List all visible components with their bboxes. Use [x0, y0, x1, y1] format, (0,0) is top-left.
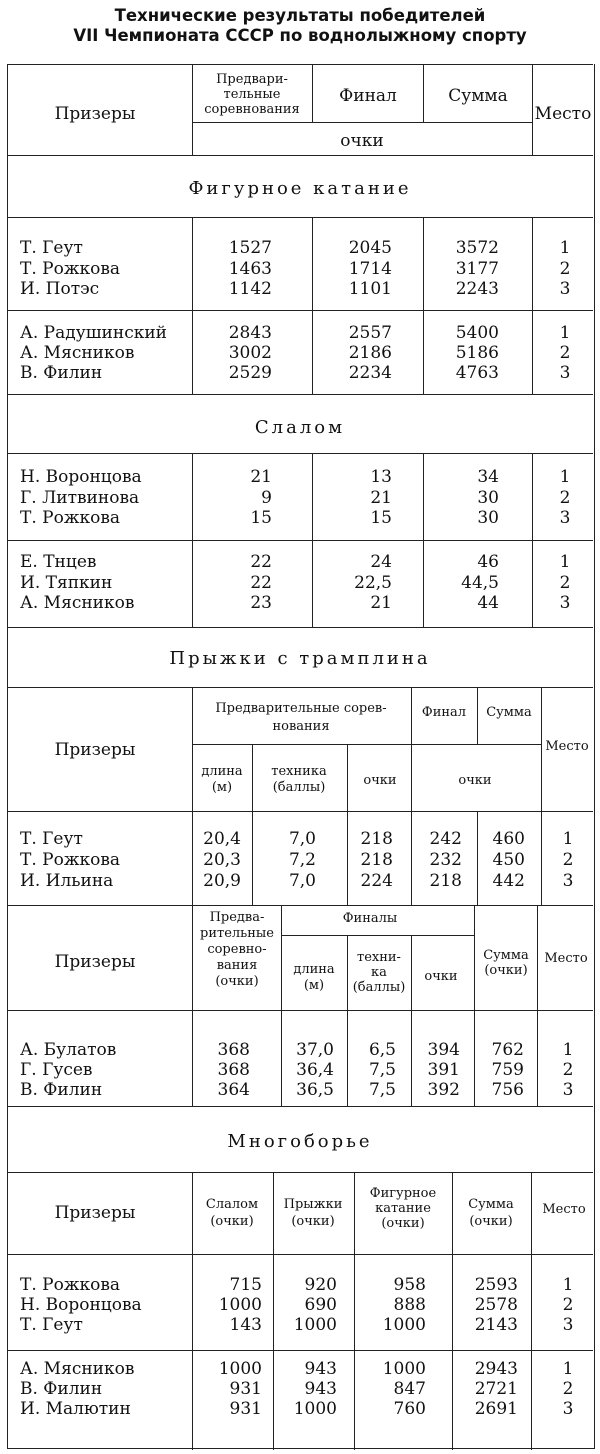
combined-women-jumps-cell: 1000 — [293, 1315, 337, 1335]
column-divider — [312, 540, 313, 627]
jumps-women-tech-cell: 7,2 — [288, 850, 316, 870]
slalom-women-place-cell: 1 — [559, 467, 571, 487]
figure-header-line: Фигурное — [369, 1186, 437, 1201]
section-rule — [7, 687, 593, 688]
column-divider — [474, 1010, 475, 1106]
group-rule — [7, 1350, 593, 1351]
slalom-women-place-cell: 3 — [559, 508, 571, 528]
combined-men-figure-cell: 1000 — [382, 1359, 426, 1379]
jumps-header-line: Прыжки — [283, 1197, 343, 1212]
column-divider — [423, 217, 424, 310]
jumps-women-len-cell: 20,3 — [203, 850, 241, 870]
sum-header-line: (очки) — [484, 963, 528, 978]
technique-header-line: (баллы) — [272, 780, 326, 795]
length-header-line: длина — [201, 764, 243, 779]
column-divider — [312, 217, 313, 310]
jumps-men-place-cell: 1 — [562, 1040, 574, 1060]
figure-header-line: катание — [375, 1201, 431, 1216]
combined-women-place-cell: 3 — [562, 1315, 574, 1335]
slalom-women-final-cell: 15 — [370, 508, 392, 528]
prelim-jump-men-header-line: рительные — [200, 926, 274, 941]
slalom-men-sum-cell: 44 — [477, 593, 499, 613]
figure-men-final-cell: 2557 — [348, 323, 392, 343]
section-title-jumps: Прыжки с трамплина — [169, 648, 431, 669]
finals-header: Финалы — [342, 911, 398, 926]
combined-women-jumps-cell: 690 — [304, 1295, 337, 1315]
jumps-women-sum-cell: 450 — [492, 850, 525, 870]
combined-men-figure-cell: 847 — [393, 1379, 426, 1399]
figure-women-name-cell: И. Потэс — [20, 279, 100, 299]
jumps-women-name-cell: Т. Рожкова — [20, 850, 121, 870]
slalom-men-prelim-cell: 23 — [250, 593, 272, 613]
title-line-1: Технические результаты победителей — [114, 6, 486, 25]
jumps-women-pts-cell: 224 — [360, 871, 393, 891]
combined-men-place-cell: 3 — [562, 1399, 574, 1419]
prelim-header-line: Предвари- — [216, 72, 288, 87]
figure-men-name-cell: В. Филин — [20, 363, 103, 383]
slalom-men-final-cell: 22,5 — [354, 573, 392, 593]
slalom-women-name-cell: Т. Рожкова — [20, 508, 121, 528]
column-divider — [252, 811, 253, 905]
slalom-women-prelim-cell: 21 — [250, 467, 272, 487]
figure-men-name-cell: А. Радушинский — [20, 323, 167, 343]
jumps-women-sum-cell: 442 — [492, 871, 525, 891]
prelim-jump-men-header-line: соревно- — [207, 942, 267, 957]
column-divider — [423, 453, 424, 540]
column-divider — [252, 744, 253, 811]
combined-men-jumps-cell: 1000 — [293, 1399, 337, 1419]
combined-men-slalom-cell: 931 — [229, 1379, 262, 1399]
jumps-men-place-cell: 2 — [562, 1060, 574, 1080]
figure-men-sum-cell: 5400 — [455, 323, 499, 343]
column-divider — [192, 905, 193, 1010]
header-bottom-rule — [7, 1254, 593, 1255]
combined-women-slalom-cell: 1000 — [218, 1295, 262, 1315]
figure-header-line: (очки) — [381, 1216, 425, 1231]
column-divider — [281, 1010, 282, 1106]
slalom-men-sum-cell: 46 — [477, 552, 499, 572]
combined-men-name-cell: А. Мясников — [20, 1359, 135, 1379]
jumps-women-name-cell: И. Ильина — [20, 871, 114, 891]
section-rule — [7, 1172, 593, 1173]
group-rule — [7, 540, 593, 541]
length-header-line: длина — [293, 962, 335, 977]
prizery-header: Призеры — [54, 1203, 136, 1223]
combined-women-sum-cell: 2578 — [474, 1295, 518, 1315]
section-title-slalom: Слалом — [254, 417, 346, 438]
slalom-women-sum-cell: 34 — [477, 467, 499, 487]
figure-women-final-cell: 2045 — [348, 238, 392, 258]
column-divider — [312, 310, 313, 394]
combined-women-name-cell: Т. Геут — [20, 1315, 83, 1335]
combined-women-slalom-cell: 143 — [229, 1315, 262, 1335]
combined-men-sum-cell: 2691 — [474, 1399, 518, 1419]
jumps-header-line: (очки) — [291, 1214, 335, 1229]
prelim-header-line: тельные — [223, 87, 281, 102]
place-header: Место — [534, 104, 592, 124]
slalom-women-sum-cell: 30 — [477, 508, 499, 528]
combined-women-jumps-cell: 920 — [304, 1275, 337, 1295]
jumps-women-final-cell: 242 — [429, 829, 462, 849]
prizery-header: Призеры — [54, 740, 136, 760]
place-header: Место — [542, 1202, 586, 1217]
final-header: Финал — [421, 705, 467, 720]
jumps-women-name-cell: Т. Геут — [20, 829, 83, 849]
slalom-men-final-cell: 21 — [370, 593, 392, 613]
combined-men-sum-cell: 2943 — [474, 1359, 518, 1379]
header-bottom-rule — [7, 155, 593, 156]
section-rule — [7, 217, 593, 218]
figure-men-prelim-cell: 2529 — [228, 363, 272, 383]
prelim-jump-header-line: нования — [272, 719, 330, 734]
combined-women-place-cell: 2 — [562, 1295, 574, 1315]
table-top-rule — [7, 64, 593, 65]
jumps-men-pts-cell: 392 — [427, 1080, 460, 1100]
figure-men-sum-cell: 4763 — [455, 363, 499, 383]
title-line-2: VII Чемпионата СССР по воднолыжному спорту — [73, 26, 527, 45]
figure-men-prelim-cell: 2843 — [228, 323, 272, 343]
figure-men-place-cell: 1 — [559, 323, 571, 343]
slalom-women-final-cell: 13 — [370, 467, 392, 487]
slalom-men-final-cell: 24 — [370, 552, 392, 572]
length-header-line: (м) — [211, 780, 233, 795]
column-divider — [192, 811, 193, 905]
column-divider — [192, 64, 193, 155]
header-bottom-rule — [7, 1010, 593, 1011]
jumps-men-prelim-cell: 364 — [217, 1080, 250, 1100]
figure-men-place-cell: 3 — [559, 363, 571, 383]
combined-women-place-cell: 1 — [562, 1275, 574, 1295]
section-rule — [7, 453, 593, 454]
column-divider — [192, 1010, 193, 1106]
combined-women-sum-cell: 2143 — [474, 1315, 518, 1335]
slalom-women-name-cell: Н. Воронцова — [20, 467, 142, 487]
jumps-men-name-cell: В. Филин — [20, 1080, 103, 1100]
figure-women-final-cell: 1714 — [348, 259, 392, 279]
prelim-jump-header-line: Предварительные сорев- — [215, 701, 387, 716]
figure-women-sum-cell: 3177 — [455, 259, 499, 279]
jumps-men-len-cell: 36,4 — [296, 1060, 334, 1080]
combined-men-name-cell: В. Филин — [20, 1379, 103, 1399]
combined-men-place-cell: 1 — [562, 1359, 574, 1379]
figure-men-final-cell: 2186 — [348, 343, 392, 363]
prelim-header — [194, 72, 310, 117]
slalom-men-name-cell: А. Мясников — [20, 593, 135, 613]
slalom-women-prelim-cell: 15 — [250, 508, 272, 528]
length-header — [284, 962, 344, 994]
combined-men-figure-cell: 760 — [393, 1399, 426, 1419]
combined-men-place-cell: 2 — [562, 1379, 574, 1399]
place-header: Место — [544, 951, 588, 966]
jumps-men-sum-cell: 762 — [491, 1040, 524, 1060]
slalom-men-prelim-cell: 22 — [250, 573, 272, 593]
technique-header-line: (баллы) — [352, 980, 406, 995]
figure-women-place-cell: 1 — [559, 238, 571, 258]
figure-women-sum-cell: 2243 — [455, 279, 499, 299]
jumps-men-tech-cell: 7,5 — [368, 1060, 396, 1080]
jumps-men-pts-cell: 391 — [427, 1060, 460, 1080]
jumps-women-place-cell: 3 — [562, 871, 574, 891]
figure-women-final-cell: 1101 — [348, 279, 392, 299]
prelim-jump-men-header-line: Предва- — [209, 910, 265, 925]
section-rule — [7, 1106, 593, 1107]
combined-women-name-cell: Т. Рожкова — [20, 1275, 121, 1295]
page-title — [0, 6, 600, 46]
group-rule — [7, 310, 593, 311]
slalom-men-prelim-cell: 22 — [250, 552, 272, 572]
jumps-women-tech-cell: 7,0 — [288, 871, 316, 891]
jumps-men-sum-cell: 759 — [491, 1060, 524, 1080]
figure-header — [355, 1186, 451, 1231]
combined-men-slalom-cell: 1000 — [218, 1359, 262, 1379]
length-header — [194, 764, 250, 796]
technique-header-line: техни- — [357, 950, 401, 965]
jumps-header — [273, 1196, 353, 1230]
column-divider — [312, 453, 313, 540]
technique-header-line: ка — [371, 965, 387, 980]
jumps-women-pts-cell: 218 — [360, 829, 393, 849]
jumps-women-sum-cell: 460 — [492, 829, 525, 849]
prelim-jump-men-header-line: вания — [216, 958, 258, 973]
figure-women-sum-cell: 3572 — [455, 238, 499, 258]
jumps-men-len-cell: 37,0 — [296, 1040, 334, 1060]
column-divider — [411, 811, 412, 905]
sum-header: Сумма — [448, 86, 508, 106]
header-sub-rule — [192, 744, 411, 745]
column-divider — [423, 310, 424, 394]
jumps-men-len-cell: 36,5 — [296, 1080, 334, 1100]
figure-women-name-cell: Т. Рожкова — [20, 259, 121, 279]
section-rule — [7, 394, 593, 395]
figure-men-name-cell: А. Мясников — [20, 343, 135, 363]
column-divider — [192, 453, 193, 540]
slalom-women-sum-cell: 30 — [477, 488, 499, 508]
figure-women-place-cell: 2 — [559, 259, 571, 279]
prelim-jump-men-header-line: (очки) — [215, 974, 259, 989]
group-rule — [7, 905, 593, 906]
jumps-women-tech-cell: 7,0 — [288, 829, 316, 849]
slalom-women-name-cell: Г. Литвинова — [20, 488, 140, 508]
jumps-men-tech-cell: 7,5 — [368, 1080, 396, 1100]
column-divider — [477, 811, 478, 905]
slalom-women-place-cell: 2 — [559, 488, 571, 508]
figure-men-sum-cell: 5186 — [455, 343, 499, 363]
jumps-men-name-cell: Г. Гусев — [20, 1060, 93, 1080]
slalom-header — [192, 1196, 272, 1230]
section-title-combined: Многоборье — [227, 1131, 373, 1152]
prizery-header: Призеры — [54, 104, 136, 124]
final-header: Финал — [339, 86, 397, 106]
column-divider — [347, 811, 348, 905]
prelim-header-line: соревнования — [204, 102, 300, 117]
sum-header-line: Сумма — [468, 1197, 514, 1212]
combined-women-figure-cell: 958 — [393, 1275, 426, 1295]
combined-women-sum-cell: 2593 — [474, 1275, 518, 1295]
figure-women-prelim-cell: 1463 — [228, 259, 272, 279]
combined-men-name-cell: И. Малютин — [20, 1399, 131, 1419]
sum-header: Сумма — [486, 705, 532, 720]
jumps-women-len-cell: 20,9 — [203, 871, 241, 891]
slalom-men-place-cell: 3 — [559, 593, 571, 613]
jumps-men-tech-cell: 6,5 — [368, 1040, 396, 1060]
combined-men-jumps-cell: 943 — [304, 1359, 337, 1379]
column-divider — [192, 217, 193, 310]
figure-men-prelim-cell: 3002 — [228, 343, 272, 363]
points-header: очки — [363, 773, 397, 788]
figure-women-prelim-cell: 1527 — [228, 238, 272, 258]
column-divider — [192, 687, 193, 811]
sum-header-line: Сумма — [483, 948, 529, 963]
jumps-women-pts-cell: 218 — [360, 850, 393, 870]
jumps-men-pts-cell: 394 — [427, 1040, 460, 1060]
figure-men-place-cell: 2 — [559, 343, 571, 363]
slalom-men-sum-cell: 44,5 — [461, 573, 499, 593]
combined-men-jumps-cell: 943 — [304, 1379, 337, 1399]
jumps-women-place-cell: 2 — [562, 850, 574, 870]
slalom-women-prelim-cell: 9 — [261, 488, 272, 508]
combined-women-name-cell: Н. Воронцова — [20, 1295, 142, 1315]
jumps-men-prelim-cell: 368 — [217, 1040, 250, 1060]
column-divider — [192, 310, 193, 394]
header-bottom-rule — [7, 811, 593, 812]
jumps-women-place-cell: 1 — [562, 829, 574, 849]
figure-men-final-cell: 2234 — [348, 363, 392, 383]
slalom-men-name-cell: И. Тяпкин — [20, 573, 113, 593]
jumps-women-final-cell: 232 — [429, 850, 462, 870]
figure-women-place-cell: 3 — [559, 279, 571, 299]
combined-women-figure-cell: 1000 — [382, 1315, 426, 1335]
jumps-men-prelim-cell: 368 — [217, 1060, 250, 1080]
technique-header-line: техника — [271, 764, 327, 779]
figure-women-prelim-cell: 1142 — [228, 279, 272, 299]
figure-women-name-cell: Т. Геут — [20, 238, 83, 258]
combined-men-slalom-cell: 931 — [229, 1399, 262, 1419]
header-sub-rule — [192, 122, 532, 123]
jumps-men-name-cell: А. Булатов — [20, 1040, 117, 1060]
jumps-men-place-cell: 3 — [562, 1080, 574, 1100]
jumps-women-final-cell: 218 — [429, 871, 462, 891]
jumps-men-sum-cell: 756 — [491, 1080, 524, 1100]
prelim-jump-men-header — [192, 910, 282, 990]
header-sub-rule — [281, 935, 474, 936]
column-divider — [411, 1010, 412, 1106]
slalom-header-line: (очки) — [210, 1214, 254, 1229]
combined-women-slalom-cell: 715 — [229, 1275, 262, 1295]
slalom-women-final-cell: 21 — [370, 488, 392, 508]
slalom-men-name-cell: Е. Тнцев — [20, 552, 97, 572]
section-title-figure: Фигурное катание — [188, 178, 412, 199]
jumps-women-len-cell: 20,4 — [203, 829, 241, 849]
points-header: очки — [340, 131, 384, 151]
section-rule — [7, 627, 593, 628]
combined-men-sum-cell: 2721 — [474, 1379, 518, 1399]
points-header: очки — [424, 969, 458, 984]
combined-women-figure-cell: 888 — [393, 1295, 426, 1315]
length-header-line: (м) — [303, 978, 325, 993]
place-header: Место — [545, 739, 589, 754]
column-divider — [347, 1010, 348, 1106]
column-divider — [423, 540, 424, 627]
sum-header-line: (очки) — [469, 1214, 513, 1229]
points-header: очки — [458, 773, 492, 788]
slalom-header-line: Слалом — [205, 1197, 259, 1212]
slalom-men-place-cell: 2 — [559, 573, 571, 593]
slalom-men-place-cell: 1 — [559, 552, 571, 572]
column-divider — [192, 540, 193, 627]
prizery-header: Призеры — [54, 952, 136, 972]
